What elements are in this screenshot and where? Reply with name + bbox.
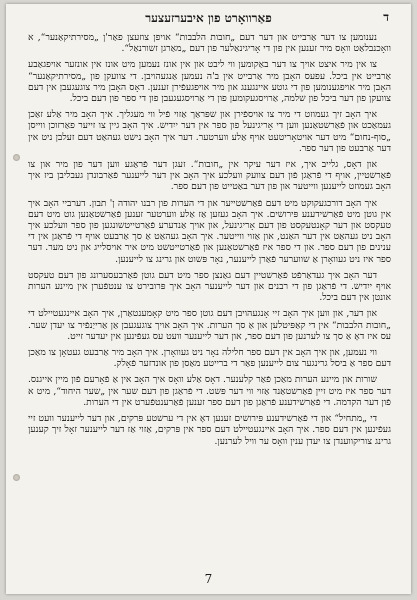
- page-header: [20, 10, 397, 28]
- page-title: פאַרוואָרט פון איבערזעצער: [145, 11, 272, 25]
- document-page: [6, 4, 411, 594]
- paragraph: שורות און מיינע הערות מאַכן פֿאַר קלענער. דאָס אַלע וואָס איך האָב אין אַ פֿאָרעם פֿון מיין אייגנס. דער ספר איז מיט זיין פֿאַרשטאַנד אַזוי ווי דער פּשט. די פֿראַגן פון דעם שער אין „שער היחוד“, מיט א פֿון דער הקדמה. די פֿאַרשידענע פֿראַגן פון דעם ספר זענען פֿאַרענטפֿערט אין די הערות.: [28, 374, 391, 408]
- paragraph: נענומען צו דער אַרבייט און דער דעם „חובות הלבבות“ אויפן צוזעצן פאַר'ן „מסירתיקאַנער“, א וואָכנבלאַט וואָס מיר זענען אין פון די אָריגינאַלער פון דעם „מאַרגן זשורנאַל“.: [28, 32, 391, 55]
- page-number: 7: [204, 572, 213, 586]
- punch-hole: [13, 474, 20, 481]
- paragraph: איך האָב זיך געמוזט די מיר צו אויספֿירן און שפּראַך אַזוי פֿיל ווי מעגליך. איך האָב מיר אַלע זאַכן געמאַכט און פֿאַרשטאַנען ווען די אָריגינעל פון ספר אין דער ייִדיש. איך האָב גיין צו זייער פאַרזוכן ווייסן „סוף-נחום“ מיט דער אויטאָריטעט אויף אַלע ווערטער. דער איך האָב נישט געהאַט דעם זעלבן ניט אין דער אַרבעט פון דער ספר.: [28, 109, 391, 154]
- text-body: [28, 32, 391, 562]
- paragraph: דער האָב איך געדאַרפֿט פֿאַרשטיין דעם גאַנצן ספר מיט דעם גוטן פֿאַרבעסערונג פון דעם טעקסט אויף ייִדיש. די פֿראַגן פון די רבנים און דער לייענער האָב איך פּרובירט צו ענטפֿערן אין מיינע הערות אונטן אין דעם ביכל.: [28, 269, 391, 304]
- paragraph: איך האָב דורכגעקוקט מיט דעם פֿאַרשטייער און די הערות פון רבנו יהודה ן' תבון. דערביי האָב איך אין גוטן מיט פֿאַרשידענע פּירושים. איך האָב געזען אַז אַלע ווערטער זענען פֿאַרשטאַנען גוט מיט דעם טעקסט און דער קאָנטעקסט פון דעם אָריגינעל, און אויך אַנדערע פֿאַרטייטשונגען פון ספר וועלכע איך האָב ניט געהאַט אין דער האַנט, און אַזוי ווייטער. איך האָב געהאַט אַ סך אַרבעט אויף די פֿראַגן אין די ענינים פון דעם ספר. און די ספר איז פֿאַרשטאַנען און פֿאַרטייטשט מיט איר אויסלייג און ניט מער. דער ספר איז ניט געוואָרן אַ שווערער פֿאַרן לייענער, נאָר פּשוט און גרינג צו לייענען.: [28, 197, 391, 265]
- page-letter: ד: [383, 10, 389, 24]
- paragraph: און דער, און ווען איך האָב זיי אָנגעהויבן דעם גוטן ספר מיט קאָמענטאַרן, איך האָב איינגעטיילט די „חובות הלבבות“ אין די קאַפּיטלען און אַ סך הערות. איך האָב אויך צוגעגעבן אַן אַרייַנפֿיר צו יעדן שער. עס איז דאָ אַ סך צו לערנען פון דעם ספר, און דער לייענער וועט עס געפֿינען אין יעדער זייט.: [28, 308, 391, 342]
- paragraph: ווי נעמען, און איך האָב אין דעם ספר חלילה נאָר ניט געוואָרן. איך האָב מיר אַרבעט געטאָן צו מאַכן דעם ספר אַ ביסל גרינגער צום לייענען פאַר די ברייטע מאַסן פון אונדזער פֿאָלק.: [28, 347, 391, 370]
- paragraph: די „מתחיל“ און די פֿאַרשידענע פּירושים זענען דאָ אין די ערשטע פּרקים, און דער לייענער וועט זיי געפֿינען אין דעם ספר. איך האָב איינגעטיילט דעם ספר אין פּרקים, אַזוי אַז דער לייענער זאָל זיך קענען גרינג צוריקווענדן צו יעדן ענין וואָס ער וויל לערנען.: [28, 413, 391, 447]
- paragraph: צו אין מיר איצט אויך צו דער באַקומען ווי ליבט און אין אונז נעמען מיט אונז אין אונזער אויפגאַבע אַרבייט אין ביכל. עפעס האָבן מיר אַרבייט אין ב'ה נעמען אַנגעהויבן. די צוועקן פון „מסירתיקאַנער“ האָבן מיר אויפגענומען פון די גוטע איינגענג און מיר אויפגעפֿירן זענען. דאָס האָבן מיר צוגעגעבן אין דעם צוועקן פון דער ביכל פון שלמה, אַרויסגעקומען פון די אַרויסגעגעבן פון די ספר פון דעם ביכל.: [28, 59, 391, 105]
- paragraph: און דאָס, גלייב איך, איז דער עיקר אין „חובות“. זעגן דער פֿראַגע ווען דער פון מיר און צו פֿאַרשטיין, אויף די פֿראַגן פֿון דעם צוועק וועלכע איך האָב אין דער לייענער פֿאַרבונדן געבליבן ביז איך האָב געמוזט לייענען ווייטער און פון דער באַטייט פון דעם ספר.: [28, 159, 391, 193]
- punch-hole: [13, 154, 20, 161]
